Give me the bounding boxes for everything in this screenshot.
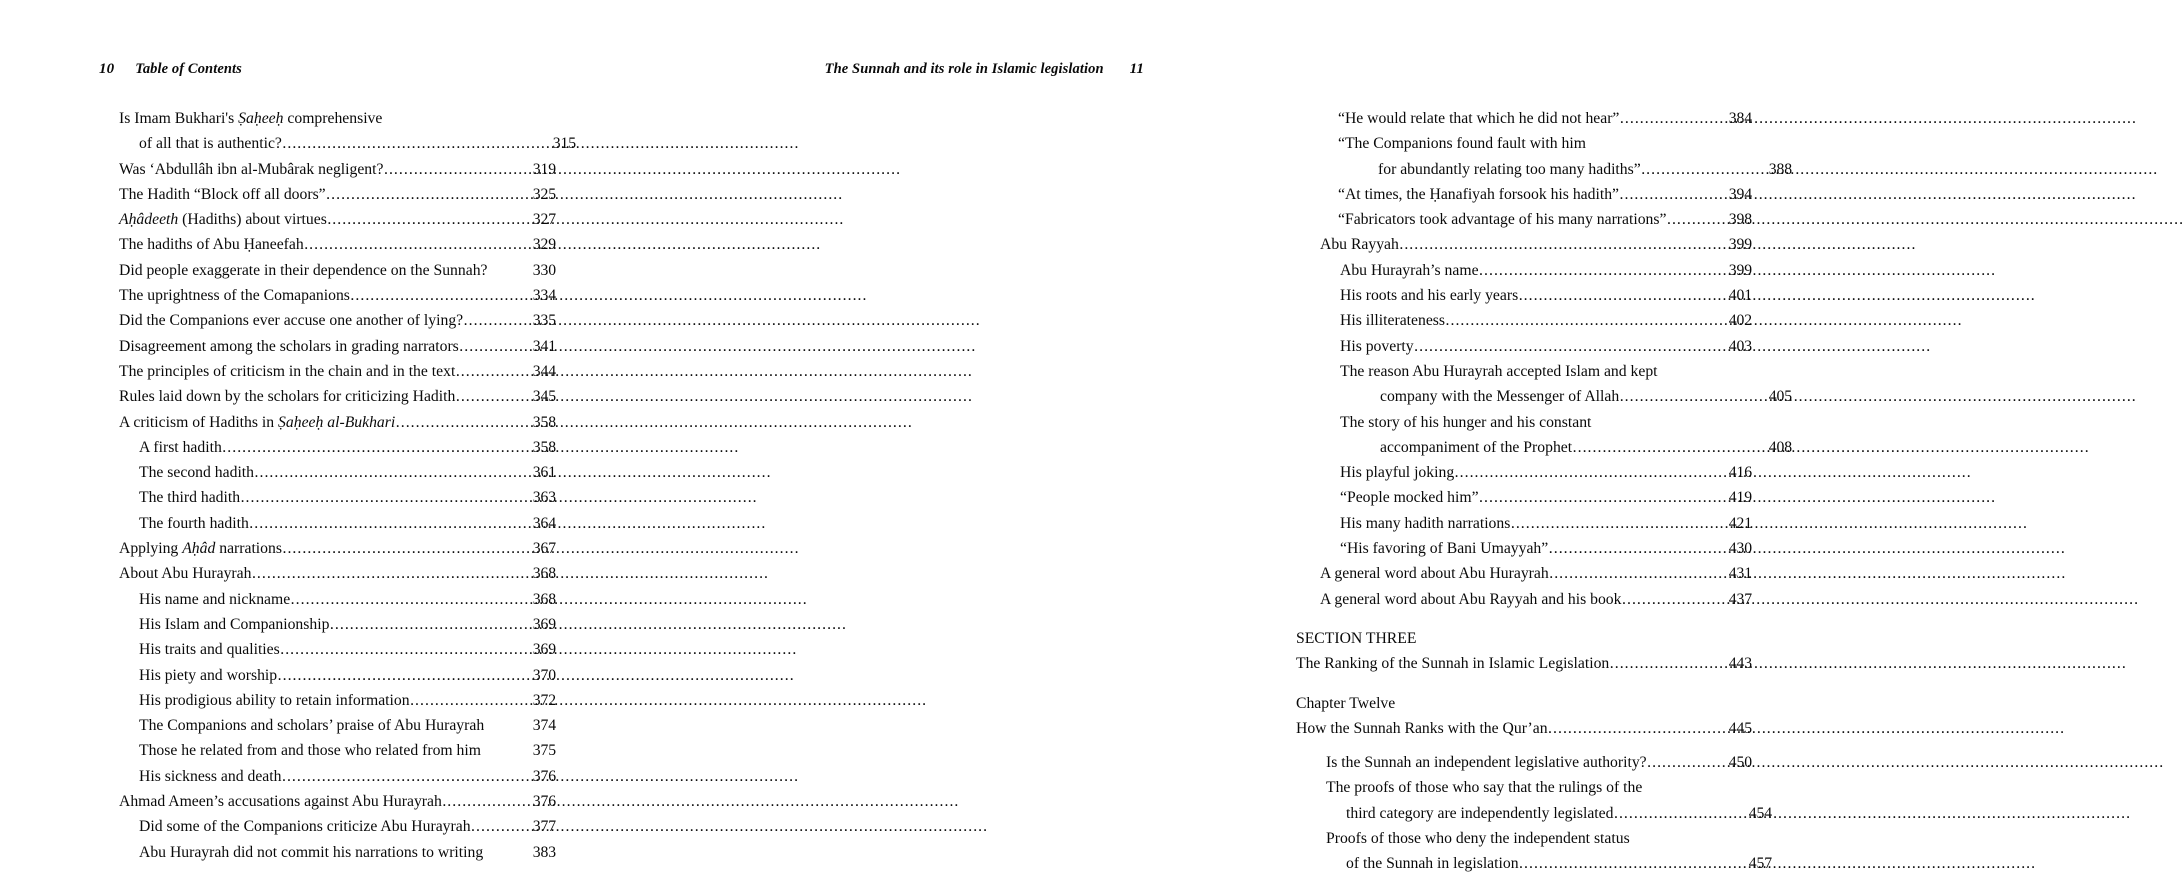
toc-entry[interactable]	[119, 410, 556, 435]
dot-leader	[1614, 801, 1749, 826]
toc-entry[interactable]	[1340, 308, 1752, 333]
toc-entry-text: company with the Messenger of Allah	[1380, 388, 1620, 406]
dot-leader	[1647, 750, 1729, 775]
toc-entry-text: His Islam and Companionship	[139, 615, 330, 633]
toc-entry[interactable]	[119, 384, 556, 409]
dot-leader	[1519, 851, 1749, 876]
toc-line	[139, 663, 556, 688]
page-number: 376	[532, 767, 556, 785]
toc-line	[139, 688, 556, 713]
dot-leader	[327, 207, 532, 232]
toc-entry-text: His traits and qualities	[139, 641, 280, 659]
toc-entry[interactable]	[119, 106, 576, 157]
right-page	[607, 0, 1792, 885]
toc-entry[interactable]	[1340, 485, 1752, 510]
toc-entry[interactable]	[1340, 283, 1752, 308]
toc-line	[1326, 826, 1752, 851]
toc-entry[interactable]	[119, 536, 556, 561]
toc-entry-text: The hadiths of Abu Ḥaneefah	[119, 236, 304, 254]
toc-line	[139, 511, 556, 536]
italic-term: Aḥâdeeth	[119, 211, 179, 229]
page-number: 443	[1728, 655, 1752, 673]
toc-line	[119, 182, 556, 207]
dot-leader	[1620, 182, 1729, 207]
page-number: 402	[1728, 312, 1752, 330]
toc-entry-text: Did some of the Companions criticize Abu Hurayrah	[139, 818, 471, 836]
dot-leader	[252, 561, 533, 586]
dot-leader	[330, 612, 533, 637]
dot-leader	[282, 764, 533, 789]
toc-line	[139, 435, 556, 460]
toc-entry[interactable]	[119, 232, 556, 257]
dot-leader	[1479, 485, 1729, 510]
toc-line	[1320, 587, 1752, 612]
chapter-heading: Chapter Twelve	[1296, 694, 1396, 712]
toc-entry-text: Rules laid down by the scholars for criticizing Hadith	[119, 388, 456, 406]
toc-entry[interactable]	[119, 334, 556, 359]
toc-line	[1340, 258, 1752, 283]
toc-entry-text: His roots and his early years	[1340, 287, 1519, 305]
toc-line	[1326, 851, 1772, 876]
page-number: 369	[532, 641, 556, 659]
toc-line	[1340, 410, 1752, 435]
toc-line	[1338, 106, 1752, 131]
toc-line	[119, 789, 556, 814]
toc-entry-text: A criticism of Hadiths in Ṣaḥeeḥ al-Bukhari	[119, 413, 396, 431]
toc-entry-text: Aḥâdeeth (Hadiths) about virtues	[119, 211, 327, 229]
toc-entry-text: A general word about Abu Rayyah and his book	[1320, 590, 1622, 608]
toc-entry[interactable]	[1340, 511, 1752, 536]
dot-leader	[1667, 207, 1729, 232]
toc-line	[1340, 283, 1752, 308]
dot-leader	[1548, 716, 1729, 741]
toc-line	[119, 106, 556, 131]
toc-entry-text: “His favoring of Bani Umayyah”	[1340, 540, 1549, 558]
toc-entry[interactable]	[1340, 258, 1752, 283]
page-number: 319	[532, 160, 556, 178]
toc-entry[interactable]	[139, 814, 556, 839]
toc-entry-text: “People mocked him”	[1340, 489, 1479, 507]
running-head-left	[99, 61, 242, 83]
page-number: 358	[532, 438, 556, 456]
toc-entry-text: Was ‘Abdullâh ibn al-Mubârak negligent?	[119, 160, 384, 178]
toc-line	[1320, 232, 1752, 257]
page-number: 325	[532, 185, 556, 203]
page-number: 329	[532, 236, 556, 254]
toc-line	[1296, 651, 1752, 676]
dot-leader	[1549, 561, 1729, 586]
dot-leader	[1414, 334, 1729, 359]
toc-line	[139, 637, 556, 662]
toc-line	[1296, 626, 1752, 651]
dot-leader	[304, 232, 533, 257]
running-head-right-title: The Sunnah and its role in Islamic legislation	[824, 61, 1104, 77]
toc-entry-text: His sickness and death	[139, 767, 282, 785]
dot-leader	[326, 182, 533, 207]
toc-line	[119, 308, 556, 333]
toc-line	[1340, 511, 1752, 536]
toc-line	[1326, 750, 1752, 775]
toc-line	[139, 713, 556, 738]
toc-line	[139, 612, 556, 637]
page-number: 405	[1768, 388, 1792, 406]
toc-entry-text: His poverty	[1340, 337, 1414, 355]
page-number: 408	[1768, 438, 1792, 456]
toc-entry-text: The proofs of those who say that the rulings of the	[1326, 779, 1643, 797]
toc-entry-text: The Hadith “Block off all doors”	[119, 185, 326, 203]
toc-entry-text: for abundantly relating too many hadiths”	[1378, 160, 1641, 178]
toc-line	[1340, 359, 1752, 384]
dot-leader	[249, 511, 532, 536]
dot-leader	[1620, 384, 1769, 409]
block-spacer	[1296, 677, 1752, 691]
toc-line	[139, 738, 556, 763]
block-spacer	[1296, 612, 1752, 626]
dot-leader	[1620, 106, 1729, 131]
page-number: 437	[1728, 590, 1752, 608]
toc-line	[139, 840, 556, 865]
dot-leader	[222, 435, 532, 460]
dot-leader	[291, 587, 533, 612]
page-number: 330	[528, 261, 556, 279]
toc-line	[1340, 308, 1752, 333]
toc-line	[1338, 131, 1752, 156]
page-number: 376	[532, 793, 556, 811]
folio-right: 11	[1129, 61, 1144, 77]
page-number: 369	[532, 615, 556, 633]
page-number: 403	[1728, 337, 1752, 355]
toc-entry-text: “At times, the Ḥanafiyah forsook his hadith”	[1338, 185, 1619, 203]
toc-entry[interactable]	[1326, 775, 1772, 826]
toc-line	[119, 561, 556, 586]
toc-entry[interactable]	[139, 460, 556, 485]
toc-line	[139, 460, 556, 485]
toc-entry-text: His piety and worship	[139, 666, 278, 684]
toc-entry[interactable]	[139, 688, 556, 713]
dot-leader	[282, 131, 552, 156]
page-number: 367	[532, 540, 556, 558]
italic-term: Ṣaḥeeḥ	[238, 110, 284, 127]
dot-leader	[241, 485, 533, 510]
toc-entry-text: accompaniment of the Prophet	[1380, 438, 1573, 456]
toc-entry-text: His many hadith narrations	[1340, 514, 1511, 532]
dot-leader	[1479, 258, 1729, 283]
toc-entry-text: The principles of criticism in the chain and in the text	[119, 362, 456, 380]
page-number: 388	[1768, 160, 1792, 178]
page-number: 345	[532, 388, 556, 406]
dot-leader	[384, 157, 533, 182]
toc-entry[interactable]	[1338, 131, 1792, 182]
page-number: 315	[552, 135, 576, 153]
toc-entry[interactable]	[1340, 460, 1752, 485]
dot-leader	[282, 536, 532, 561]
page-number: 370	[532, 666, 556, 684]
toc-line	[1338, 207, 1752, 232]
toc-entry-text: third category are independently legislated	[1346, 804, 1614, 822]
toc-entry-text: A general word about Abu Hurayrah	[1320, 565, 1549, 583]
dot-leader	[1641, 157, 1769, 182]
toc-line	[119, 384, 556, 409]
dot-leader	[1622, 587, 1729, 612]
dot-leader	[459, 334, 532, 359]
toc-entry[interactable]	[119, 308, 556, 333]
toc-entry[interactable]	[139, 587, 556, 612]
toc-entry[interactable]	[119, 789, 556, 814]
toc-entry[interactable]	[139, 485, 556, 510]
dot-leader	[442, 789, 532, 814]
toc-entry-text: The Ranking of the Sunnah in Islamic Legislation	[1296, 655, 1610, 673]
page-number: 399	[1728, 261, 1752, 279]
page-number: 431	[1728, 565, 1752, 583]
toc-entry-text: Proofs of those who deny the independent status	[1326, 830, 1630, 848]
page-number: 445	[1728, 719, 1752, 737]
toc-line	[1326, 801, 1772, 826]
page-number: 327	[532, 211, 556, 229]
dot-leader	[1399, 232, 1728, 257]
italic-term: Aḥâd	[182, 540, 216, 558]
toc-entry-text: Did the Companions ever accuse one another of lying?	[119, 312, 464, 330]
page-number: 334	[532, 287, 556, 305]
toc-entry-text: His prodigious ability to retain information	[139, 691, 410, 709]
toc-entry[interactable]	[139, 637, 556, 662]
dot-leader	[1511, 511, 1729, 536]
toc-line	[1340, 435, 1792, 460]
toc-entry-text: The Companions and scholars’ praise of Abu Hurayrah	[139, 717, 485, 735]
page-number: 384	[1728, 110, 1752, 127]
toc-line	[119, 359, 556, 384]
dot-leader	[464, 308, 533, 333]
toc-entry[interactable]	[119, 157, 556, 182]
toc-line	[1340, 384, 1792, 409]
toc-line	[1326, 775, 1752, 800]
page-number: 368	[532, 590, 556, 608]
page-number: 335	[532, 312, 556, 330]
toc-line	[1338, 157, 1792, 182]
toc-entry-text: The fourth hadith	[139, 514, 249, 532]
toc-entry[interactable]	[139, 764, 556, 789]
page-number: 394	[1728, 185, 1752, 203]
dot-leader	[280, 637, 533, 662]
toc-entry[interactable]	[1320, 232, 1752, 257]
toc-line	[139, 587, 556, 612]
block-spacer	[1296, 741, 1752, 750]
dot-leader	[410, 688, 533, 713]
dot-leader	[278, 663, 533, 688]
running-head-left-title: Table of Contents	[135, 61, 242, 77]
toc-entry[interactable]	[139, 663, 556, 688]
toc-entry-text: Applying Aḥâd narrations	[119, 540, 282, 558]
dot-leader	[456, 384, 533, 409]
toc-line	[1340, 485, 1752, 510]
toc-entry-text: His illiterateness	[1340, 312, 1445, 330]
dot-leader	[1573, 435, 1769, 460]
toc-entry[interactable]	[1326, 826, 1772, 877]
page-number: 361	[532, 464, 556, 482]
toc-entry-text: Disagreement among the scholars in grading narrators	[119, 337, 459, 355]
toc-entry[interactable]	[139, 612, 556, 637]
toc-entry[interactable]	[1338, 182, 1752, 207]
toc-entry[interactable]	[119, 207, 556, 232]
page-number: 344	[532, 362, 556, 380]
toc-line	[1338, 182, 1752, 207]
toc-entry-text: Ahmad Ameen’s accusations against Abu Hurayrah	[119, 793, 442, 811]
page-number: 368	[532, 565, 556, 583]
toc-entry-text: About Abu Hurayrah	[119, 565, 252, 583]
toc-entry[interactable]	[119, 561, 556, 586]
toc-entry-text: How the Sunnah Ranks with the Qur’an	[1296, 719, 1548, 737]
toc-entry[interactable]	[1320, 561, 1752, 586]
page-number: 398	[1728, 211, 1752, 229]
italic-term: Ṣaḥeeḥ al-Bukhari	[278, 413, 396, 431]
toc-entry[interactable]	[139, 713, 556, 738]
running-head-right	[825, 61, 1144, 83]
toc-entry-text: His playful joking	[1340, 464, 1455, 482]
toc-line	[119, 334, 556, 359]
dot-leader	[396, 410, 533, 435]
toc-entry-text: The second hadith	[139, 464, 255, 482]
toc-line	[1296, 716, 1752, 741]
toc-line	[139, 764, 556, 789]
toc-line	[119, 536, 556, 561]
toc-entry[interactable]	[1338, 106, 1752, 131]
toc-entry[interactable]	[119, 359, 556, 384]
page-number: 457	[1748, 855, 1772, 873]
page-number: 358	[532, 413, 556, 431]
toc-entry[interactable]	[139, 840, 556, 865]
toc-entry-text: The reason Abu Hurayrah accepted Islam and kept	[1340, 362, 1658, 380]
toc-entry-text: Abu Hurayrah did not commit his narrations to writing	[139, 843, 484, 861]
toc-entry[interactable]	[139, 738, 556, 763]
toc-column-right	[1296, 106, 1792, 877]
dot-leader	[1519, 283, 1729, 308]
toc-line	[119, 207, 556, 232]
toc-line	[1340, 460, 1752, 485]
page-number: 372	[532, 691, 556, 709]
toc-line	[119, 232, 556, 257]
toc-line	[119, 131, 576, 156]
toc-entry-text: The story of his hunger and his constant	[1340, 413, 1592, 431]
page-number: 364	[532, 514, 556, 532]
page-number: 401	[1728, 287, 1752, 305]
toc-entry-text: Is Imam Bukhari's Ṣaḥeeḥ comprehensive	[119, 110, 383, 127]
toc-entry-text: His name and nickname	[139, 590, 291, 608]
toc-entry[interactable]	[119, 283, 556, 308]
toc-line	[1340, 536, 1752, 561]
toc-entry-text: Those he related from and those who related from him	[139, 742, 481, 760]
toc-line	[139, 814, 556, 839]
toc-entry[interactable]	[1340, 359, 1792, 410]
dot-leader	[1549, 536, 1729, 561]
dot-leader	[350, 283, 532, 308]
page-number: 419	[1728, 489, 1752, 507]
toc-line	[1340, 334, 1752, 359]
toc-entry-text: The third hadith	[139, 489, 241, 507]
toc-entry[interactable]	[139, 435, 556, 460]
page-number: 341	[532, 337, 556, 355]
toc-line	[119, 157, 556, 182]
dot-leader	[1446, 308, 1729, 333]
toc-entry[interactable]	[1338, 207, 1752, 232]
toc-entry-text: Abu Hurayrah’s name	[1340, 261, 1479, 279]
toc-entry-text: “The Companions found fault with him	[1338, 135, 1586, 153]
page-number: 374	[528, 717, 556, 735]
page-number: 363	[532, 489, 556, 507]
toc-entry[interactable]	[1340, 334, 1752, 359]
toc-entry-text: Is the Sunnah an independent legislative authority?	[1326, 754, 1647, 772]
dot-leader	[456, 359, 533, 384]
toc-line	[119, 258, 556, 283]
toc-entry-text: Did people exaggerate in their dependence on the Sunnah?	[119, 261, 488, 279]
toc-entry[interactable]	[119, 182, 556, 207]
dot-leader	[1610, 651, 1729, 676]
toc-entry-text: “Fabricators took advantage of his many narrations”	[1338, 211, 1667, 229]
toc-entry[interactable]	[119, 258, 556, 283]
folio-left: 10	[99, 61, 115, 77]
page-number: 454	[1748, 804, 1772, 822]
toc-line	[1296, 691, 1752, 716]
toc-entry-text: of the Sunnah in legislation	[1346, 855, 1519, 873]
dot-leader	[471, 814, 533, 839]
chapter-heading-block[interactable]	[1296, 691, 1752, 742]
toc-entry[interactable]	[1326, 750, 1752, 775]
page-number: 421	[1728, 514, 1752, 532]
toc-line	[119, 283, 556, 308]
page-number: 377	[532, 818, 556, 836]
toc-entry-text: The uprightness of the Comapanions	[119, 287, 350, 305]
toc-entry[interactable]	[1340, 410, 1792, 461]
page-number: 450	[1728, 754, 1752, 772]
toc-entry-text: A first hadith	[139, 438, 222, 456]
toc-entry[interactable]	[1340, 536, 1752, 561]
page-number: 375	[528, 742, 556, 760]
page-number: 416	[1728, 464, 1752, 482]
section-heading: SECTION THREE	[1296, 629, 1417, 647]
toc-line	[139, 485, 556, 510]
page-number: 430	[1728, 540, 1752, 558]
toc-column-left	[119, 106, 576, 865]
toc-entry[interactable]	[1320, 587, 1752, 612]
page-number: 383	[528, 843, 556, 861]
toc-line	[119, 410, 556, 435]
dot-leader	[1455, 460, 1729, 485]
page-number: 399	[1728, 236, 1752, 254]
toc-line	[1320, 561, 1752, 586]
dot-leader	[255, 460, 533, 485]
toc-entry[interactable]	[139, 511, 556, 536]
toc-entry-text: Abu Rayyah	[1320, 236, 1399, 254]
toc-entry-text: of all that is authentic?	[139, 135, 282, 153]
section-heading-block[interactable]	[1296, 626, 1752, 677]
left-page	[0, 0, 607, 885]
toc-entry-text: “He would relate that which he did not hear”	[1338, 110, 1620, 127]
